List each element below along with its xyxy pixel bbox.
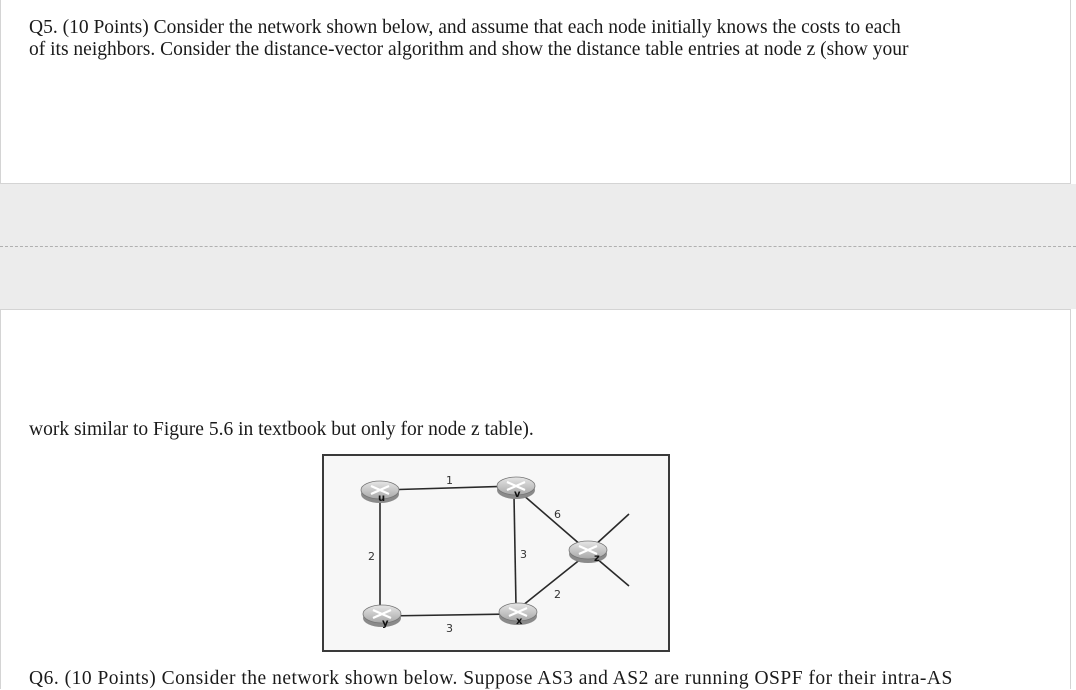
network-diagram-svg [324, 456, 668, 650]
cost-label-u-v: 1 [446, 474, 453, 487]
network-topology-figure [322, 454, 670, 652]
node-label-u: u [378, 493, 386, 504]
node-label-v: v [514, 489, 521, 500]
node-label-z: z [594, 553, 600, 564]
node-label-y: y [382, 618, 389, 629]
cost-label-x-z: 2 [554, 588, 561, 601]
cost-label-v-z: 6 [554, 508, 561, 521]
cost-label-y-x: 3 [446, 622, 453, 635]
cost-label-v-x: 3 [520, 548, 527, 561]
cost-label-u-y: 2 [368, 550, 375, 563]
node-label-x: x [516, 616, 523, 627]
q6-question-text-partial: Q6. (10 Points) Consider the network shown below. Suppose AS3 and AS2 are running OSPF for their intra-AS [29, 668, 953, 689]
q5-question-text: Q5. (10 Points) Consider the network shown below, and assume that each node initially knows the costs to each of its neighbors. Consider the distance-vector algorithm and show the distance table entries at node z (show your [29, 17, 909, 60]
page-break-dashed-line [0, 246, 1076, 247]
q5-question-continuation: work similar to Figure 5.6 in textbook but only for node z table). [29, 419, 534, 440]
